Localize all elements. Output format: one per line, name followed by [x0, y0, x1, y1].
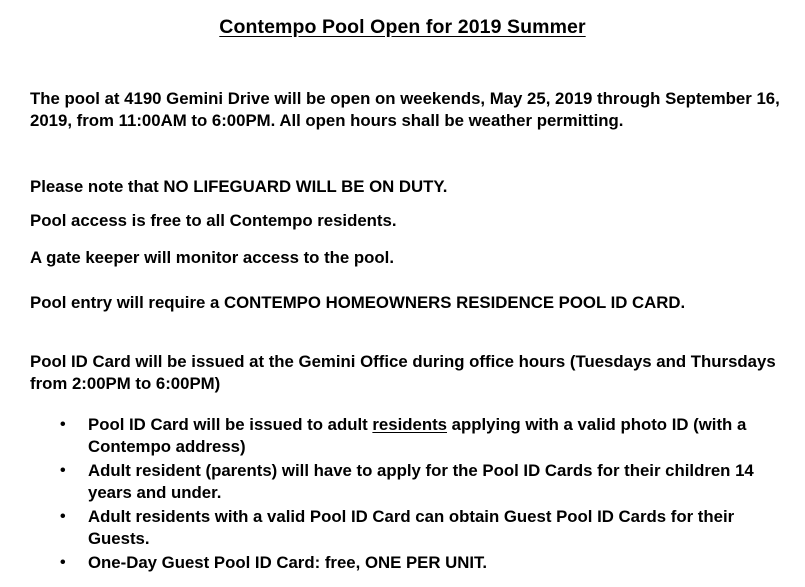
paragraph-pool-hours: The pool at 4190 Gemini Drive will be open on weekends, May 25, 2019 through September 16, 2019, from 11:00AM to 6:00PM. All open hours shall be weather permitting.: [30, 89, 780, 130]
bullet-text: Adult residents with a valid Pool ID Card can obtain Guest Pool ID Cards for their Guests.: [88, 507, 735, 548]
bullet-text-underlined: residents: [372, 415, 448, 434]
paragraph-id-card-required: Pool entry will require a CONTEMPO HOMEOWNERS RESIDENCE POOL ID CARD.: [30, 293, 686, 312]
bullet-text: One-Day Guest Pool ID Card: free, ONE PER UNIT.: [88, 553, 488, 572]
bullet-icon: •: [60, 462, 66, 479]
paragraph-no-lifeguard: Please note that NO LIFEGUARD WILL BE ON DUTY.: [30, 177, 448, 196]
bullet-text-after: applying with a valid photo ID (with a Contempo address): [88, 415, 747, 456]
list-item: [60, 552, 795, 574]
bullet-text: Adult resident (parents) will have to apply for the Pool ID Cards for their children 14 years and under.: [88, 461, 754, 502]
bullet-icon: •: [60, 508, 66, 525]
list-item: [60, 506, 795, 550]
paragraph-free-access: Pool access is free to all Contempo residents.: [30, 211, 397, 230]
bullet-list: [60, 414, 795, 576]
paragraph-gate-keeper: A gate keeper will monitor access to the pool.: [30, 248, 394, 267]
bullet-icon: •: [60, 554, 66, 571]
document-title: Contempo Pool Open for 2019 Summer: [219, 16, 586, 38]
paragraph-id-card-issuance: Pool ID Card will be issued at the Gemini Office during office hours (Tuesdays and Thursdays from 2:00PM to 6:00PM): [30, 352, 776, 393]
bullet-text-before: Pool ID Card will be issued to adult: [88, 415, 373, 434]
bullet-icon: •: [60, 416, 66, 433]
list-item: [60, 460, 795, 504]
list-item: [60, 414, 795, 458]
